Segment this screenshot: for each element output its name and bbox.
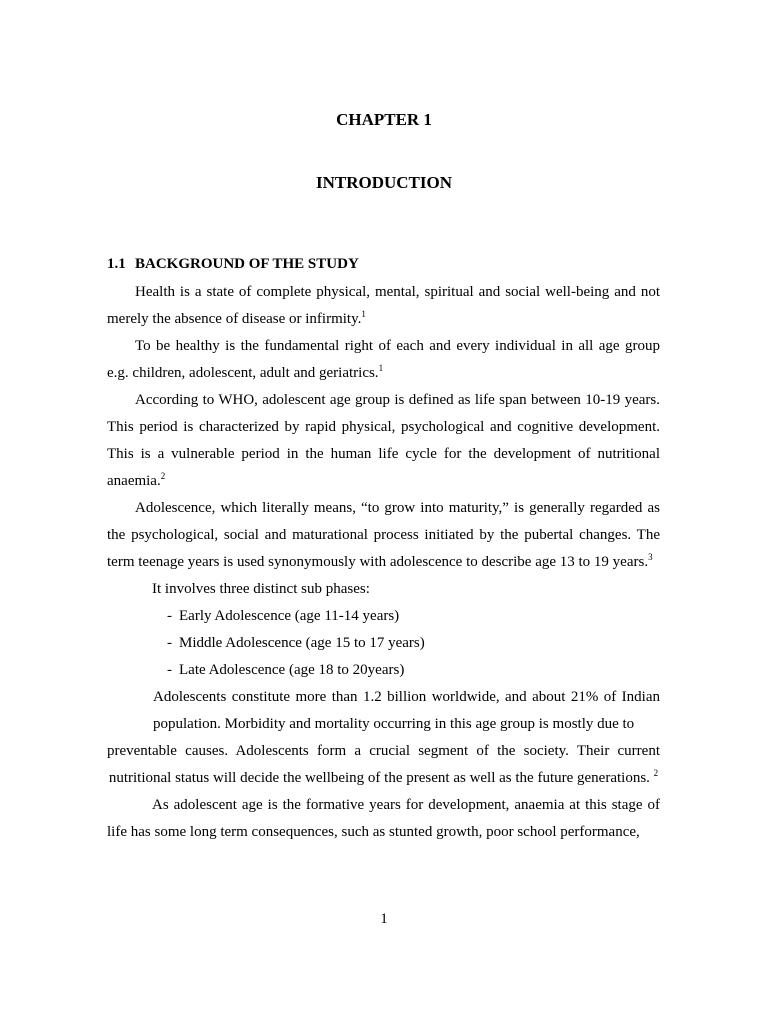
footnote-ref: 2	[160, 471, 166, 481]
chapter-title: INTRODUCTION	[315, 173, 453, 192]
list-dash: -	[167, 662, 172, 678]
paragraph-text: According to WHO, adolescent age group is defined as life span between 10-19 years. This period is characterized by rapid physical, psychological and cognitive development. This is a vulnerable period in the human life cycle for the development of nutritional anaemia.	[107, 392, 660, 489]
paragraph-text: Adolescence, which literally means, “to grow into maturity,” is generally regarded as the psychological, social and maturational process initiated by the pubertal changes. The term teenage years is used synonymously with adolescence to describe age 13 to 19 years.	[107, 500, 660, 570]
phase-list	[107, 603, 660, 684]
body-text	[107, 279, 660, 846]
paragraph-adolescence	[107, 495, 660, 576]
footnote-ref: 1	[378, 363, 384, 373]
paragraph-text: Health is a state of complete physical, mental, spiritual and social well-being and not merely the absence of disease or infirmity.	[107, 284, 660, 327]
list-dash: -	[167, 635, 172, 651]
paragraph-right	[107, 333, 660, 387]
footnote-ref: 1	[361, 309, 366, 319]
chapter-heading: CHAPTER 1	[336, 110, 432, 129]
paragraph-who	[107, 387, 660, 495]
list-item-text: Late Adolescence (age 18 to 20years)	[179, 662, 405, 678]
section-heading	[107, 256, 359, 273]
paragraph-population: Adolescents constitute more than 1.2 billion worldwide, and about 21% of Indian population. Morbidity and mortality occurring in this age group is mostly due to	[153, 689, 660, 732]
section-number: 1.1	[107, 256, 126, 272]
list-item	[167, 630, 660, 657]
paragraph-health	[107, 279, 660, 333]
list-item-text: Early Adolescence (age 11-14 years)	[179, 608, 400, 624]
paragraph-text: To be healthy is the fundamental right of each and every individual in all age group e.g. children, adolescent, adult and geriatrics.	[107, 338, 660, 381]
paragraph-text: preventable causes. Adolescents form a crucial segment of the society. Their current nutritional status will decide the wellbeing of the present as well as the future generations.	[107, 743, 660, 786]
list-item-text: Middle Adolescence (age 15 to 17 years)	[179, 635, 425, 651]
list-item	[167, 603, 660, 630]
paragraph-subphases: It involves three distinct sub phases:	[152, 581, 370, 597]
paragraph-anaemia: As adolescent age is the formative years for development, anaemia at this stage of life has some long term consequences, such as stunted growth, poor school performance,	[107, 797, 660, 840]
list-item	[167, 657, 660, 684]
section-title: BACKGROUND OF THE STUDY	[135, 256, 359, 272]
page-number: 1	[380, 911, 388, 927]
paragraph-preventable	[107, 738, 660, 792]
footnote-ref: 3	[648, 552, 653, 562]
list-dash: -	[167, 608, 172, 624]
footnote-ref: 2	[653, 768, 659, 778]
